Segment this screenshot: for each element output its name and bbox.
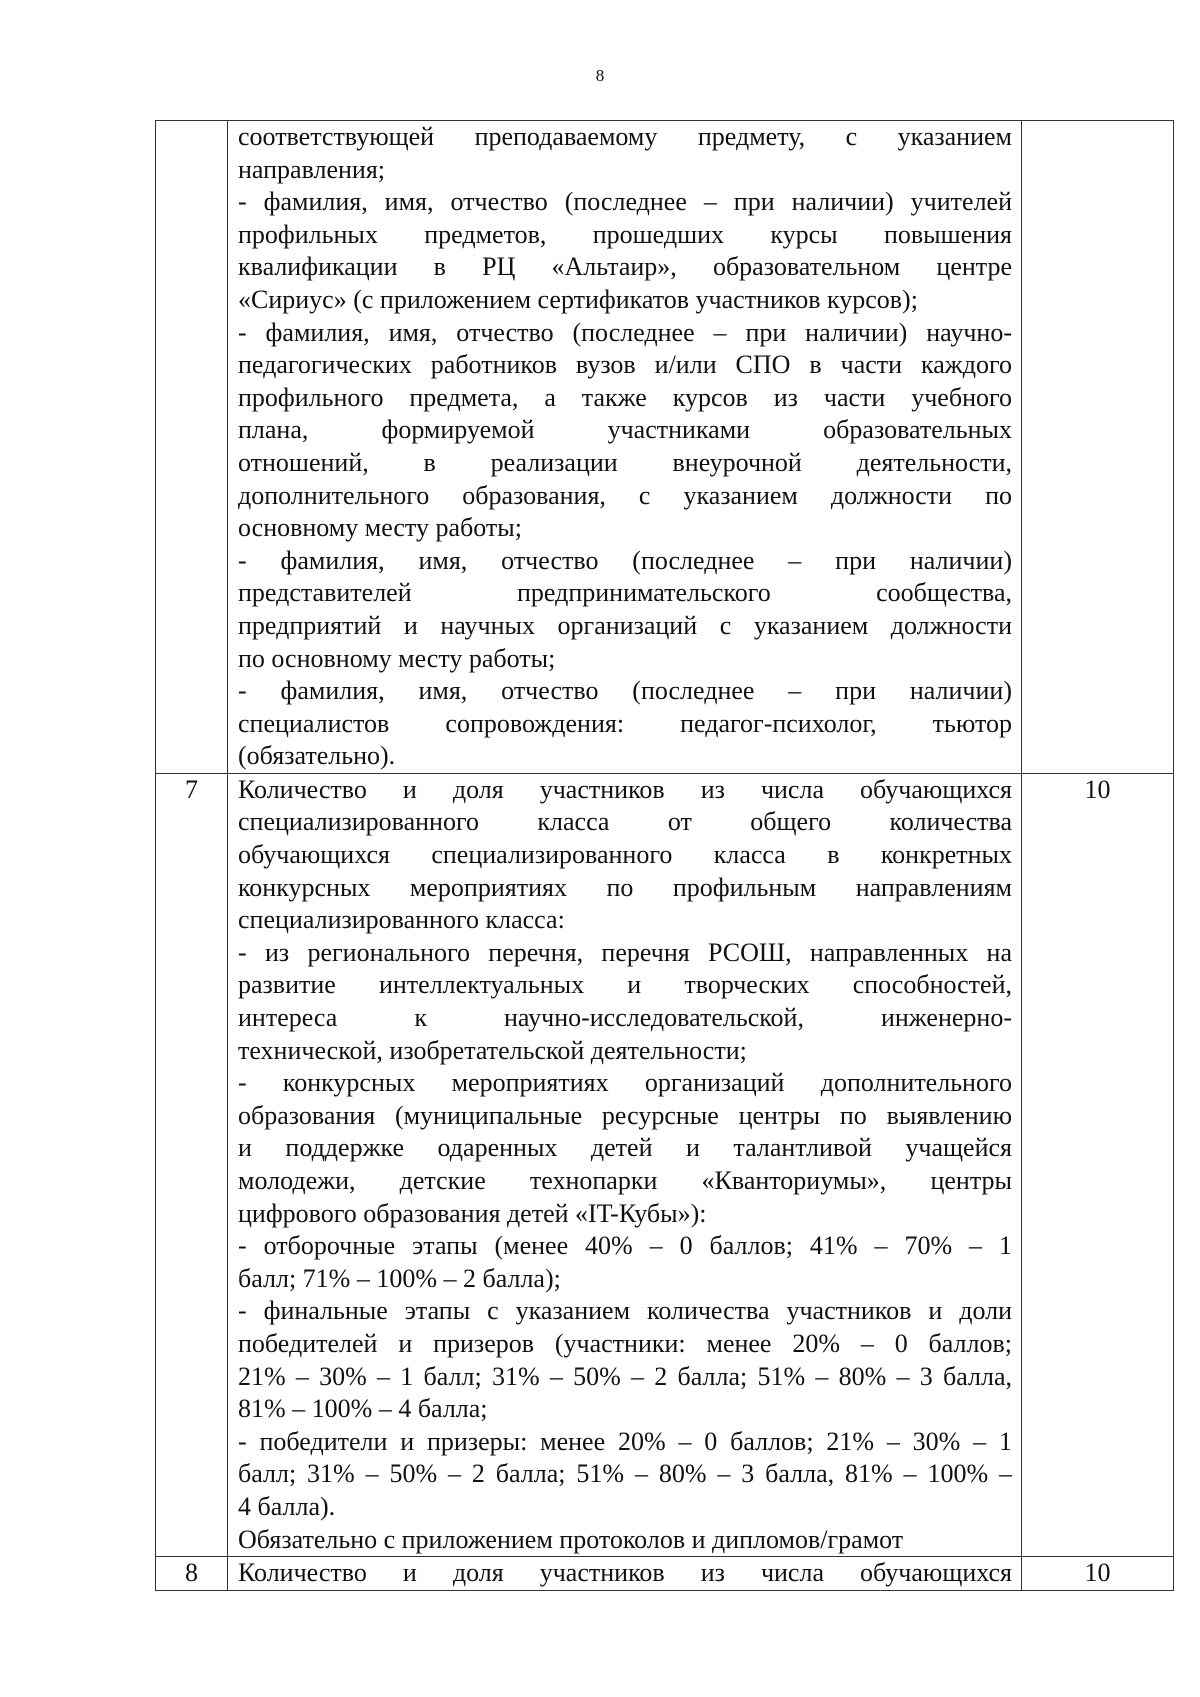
text-line: специализированного класса от общего количества (238, 807, 1012, 837)
text-line: 21% – 30% – 1 балл; 31% – 50% – 2 балла; 51% – 80% – 3 балла, (238, 1361, 1012, 1391)
text-line: и поддержке одаренных детей и талантливой учащейся (238, 1133, 1012, 1163)
row-number-cell (156, 121, 228, 774)
text-line: 4 балла). (238, 1491, 336, 1521)
text-line: «Сириус» (с приложением сертификатов участников курсов); (238, 284, 918, 314)
text-line: цифрового образования детей «IT-Кубы»): (238, 1198, 707, 1228)
max-score-cell (1022, 121, 1174, 774)
criterion-text-cell (228, 121, 1022, 774)
text-line: квалификации в РЦ «Альтаир», образовательном центре (238, 252, 1012, 282)
text-line: специализированного класса: (238, 905, 565, 935)
text-line: - конкурсных мероприятиях организаций дополнительного (238, 1068, 1012, 1098)
text-line: - финальные этапы с указанием количества участников и доли (238, 1296, 1012, 1326)
text-line: педагогических работников вузов и/или СПО в части каждого (238, 350, 1012, 380)
table-row (156, 1557, 1174, 1591)
table-row (156, 773, 1174, 1556)
text-line: развитие интеллектуальных и творческих способностей, (238, 970, 1012, 1000)
text-line: (обязательно). (238, 741, 396, 771)
row-number-cell: 8 (156, 1557, 228, 1591)
text-line: профильного предмета, а также курсов из части учебного (238, 382, 1012, 412)
text-line: 81% – 100% – 4 балла; (238, 1394, 488, 1424)
max-score-cell: 10 (1022, 773, 1174, 1556)
text-line: - из регионального перечня, перечня РСОШ, направленных на (238, 937, 1012, 967)
criterion-text-cell (228, 1557, 1022, 1591)
text-line: предприятий и научных организаций с указанием должности (238, 610, 1012, 640)
text-line: специалистов сопровождения: педагог-психолог, тьютор (238, 708, 1012, 738)
text-line: - фамилия, имя, отчество (последнее – при наличии) (238, 676, 1012, 706)
text-line: по основному месту работы; (238, 643, 556, 673)
text-line: интереса к научно-исследовательской, инженерно- (238, 1003, 1012, 1033)
text-line: Количество и доля участников из числа обучающихся (238, 1558, 1012, 1588)
text-line: молодежи, детские технопарки «Кванториумы», центры (238, 1166, 1012, 1195)
text-line: представителей предпринимательского сообщества, (238, 578, 1012, 608)
text-line: соответствующей преподаваемому предмету, с указанием (238, 122, 1012, 151)
max-score-cell: 10 (1022, 1557, 1174, 1591)
text-line: конкурсных мероприятиях по профильным направлениям (238, 872, 1012, 902)
text-line: - победители и призеры: менее 20% – 0 баллов; 21% – 30% – 1 (238, 1426, 1012, 1456)
text-line: отношений, в реализации внеурочной деятельности, (238, 447, 1012, 477)
text-line: обучающихся специализированного класса в конкретных (238, 840, 1012, 870)
text-line: направления; (238, 154, 386, 184)
text-line: - отборочные этапы (менее 40% – 0 баллов; 41% – 70% – 1 (238, 1231, 1012, 1261)
text-line: Количество и доля участников из числа обучающихся (238, 774, 1012, 804)
table-row (156, 121, 1174, 774)
text-line: Обязательно с приложением протоколов и дипломов/грамот (238, 1524, 904, 1554)
text-line: технической, изобретательской деятельности; (238, 1035, 747, 1065)
text-line: образования (муниципальные ресурсные центры по выявлению (238, 1100, 1012, 1130)
text-line: плана, формируемой участниками образовательных (238, 415, 1012, 445)
text-line: - фамилия, имя, отчество (последнее – при наличии) учителей (238, 187, 1012, 217)
criteria-table-body (156, 121, 1174, 1591)
criteria-table (155, 120, 1174, 1591)
text-line: победителей и призеров (участники: менее 20% – 0 баллов; (238, 1328, 1012, 1358)
page-number: 8 (595, 66, 605, 85)
text-line: профильных предметов, прошедших курсы повышения (238, 219, 1012, 249)
criterion-text-cell (228, 773, 1022, 1556)
row-number-cell: 7 (156, 773, 228, 1556)
text-line: - фамилия, имя, отчество (последнее – при наличии) научно- (238, 317, 1012, 347)
text-line: дополнительного образования, с указанием должности по (238, 480, 1012, 510)
text-line: балл; 71% – 100% – 2 балла); (238, 1263, 561, 1293)
text-line: балл; 31% – 50% – 2 балла; 51% – 80% – 3 балла, 81% – 100% – (238, 1459, 1012, 1489)
text-line: основному месту работы; (238, 513, 522, 543)
text-line: - фамилия, имя, отчество (последнее – при наличии) (238, 545, 1012, 575)
